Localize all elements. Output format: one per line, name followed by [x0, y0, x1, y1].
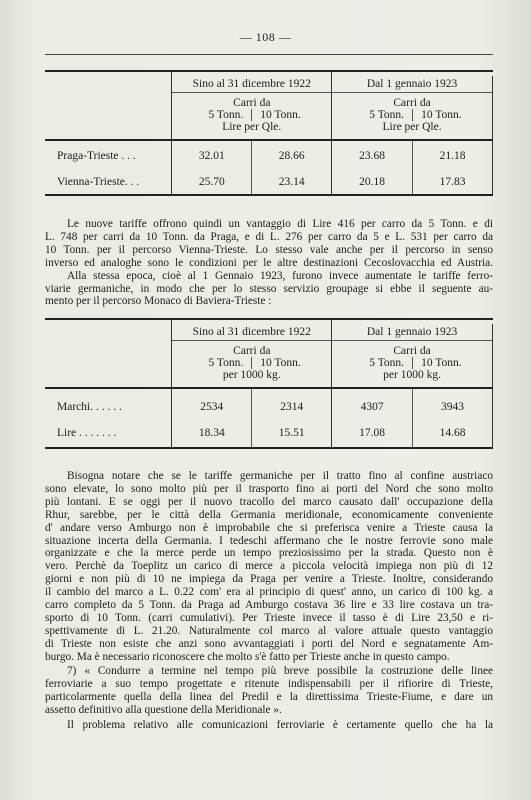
row-label: Marchi. . . . . . — [57, 401, 122, 413]
header-rule — [45, 54, 493, 55]
unit-label: per 1000 kg. — [332, 369, 493, 387]
paragraph-railway-problem — [45, 719, 493, 732]
text-line: 10 Tonn. per il percorso Vienna-Trieste. Lo stesso vale anche per il percorso in senso — [45, 243, 493, 256]
text-line: più lontani. E se oggi per il nuovo tracollo del marco causato dall' occupazione della — [45, 495, 493, 508]
text-line: di Trieste non esiste che anzi sono avvantaggiati i porti del Nord e segnatamente Am- — [45, 637, 493, 650]
page-number: — 108 — — [239, 30, 292, 44]
period-header-1923: Dal 1 gennaio 1923 — [332, 76, 493, 93]
text-line: viarie germaniche, in modo che per lo stesso servizio groupage si ebbe il seguente au- — [45, 282, 493, 295]
table-cell: 25.70 — [172, 162, 252, 195]
carri-da-label: Carri da — [172, 341, 332, 358]
text-line: vero. Perchè da Toeplitz un carico di merce a piccola velocità impiega non più di 12 — [45, 560, 493, 573]
table-cell: 21.18 — [413, 140, 493, 162]
paragraph-tariff-advantage — [45, 218, 493, 308]
text-line: Bisogna notare che se le tariffe germaniche per il tratto fino al confine austriaco — [67, 470, 493, 482]
unit-label: Lire per Qle. — [332, 121, 493, 139]
text-line: 7) « Condurre a termine nel tempo più breve possibile la costruzione delle linee — [67, 665, 493, 677]
table-cell: 4307 — [332, 388, 413, 413]
carri-da-label: Carri da — [332, 341, 493, 358]
table-cell: 15.51 — [252, 413, 332, 448]
text-line: L. 748 per carri da 10 Tonn. da Praga, e di L. 276 per carro da 5 e L. 531 per carro da — [45, 230, 493, 243]
text-line: il cambio del marco a L. 0.22 com' era al principio di quest' anno, un carico di 100 kg. a — [45, 586, 493, 599]
text-line: particolarmente quella della linea del Predil e la direttissima Trieste-Fiume, e dare un — [45, 690, 493, 703]
col-5-tonn: 5 Tonn. — [172, 109, 252, 121]
row-label: Praga-Trieste . . . — [57, 150, 136, 162]
text-line: ferroviarie a suo tempo progettate e ritenute indispensabili per il rifiorire di Trieste, — [45, 677, 493, 690]
carri-da-label: Carri da — [172, 93, 332, 110]
text-line: situazione incerta della Germania. I tedeschi affermano che le nostre ferrovie sono male — [45, 534, 493, 547]
col-10-tonn: 10 Tonn. — [413, 109, 493, 121]
col-5-tonn: 5 Tonn. — [332, 357, 413, 369]
row-label: Lire . . . . . . . — [57, 427, 117, 439]
table-cell: 18.34 — [172, 413, 252, 448]
table-cell: 32.01 — [172, 140, 252, 162]
period-header-1922: Sino al 31 dicembre 1922 — [172, 324, 332, 341]
paragraph-point-7 — [45, 665, 493, 717]
unit-label: per 1000 kg. — [172, 369, 332, 387]
period-header-1923: Dal 1 gennaio 1923 — [332, 324, 493, 341]
text-line: Rhur, sarebbe, per le città della Germania meridionale, economicamente conveniente — [45, 508, 493, 521]
col-5-tonn: 5 Tonn. — [172, 357, 252, 369]
table-cell: 3943 — [413, 388, 493, 413]
carri-da-label: Carri da — [332, 93, 493, 110]
text-line: organizzate e che la merce perde un tempo preziosissimo per la strada. Questo non è — [45, 547, 493, 560]
text-line: spettivamente di L. 21.20. Naturalmente col marco al valore attuale questo vantaggio — [45, 624, 493, 637]
table-cell: 17.08 — [332, 413, 413, 448]
text-line: carro completo da 5 Tonn. da Praga ad Amburgo costava 36 lire e 33 lire costava un tra- — [45, 599, 493, 612]
table-cell: 28.66 — [252, 140, 332, 162]
table-cell: 2534 — [172, 388, 252, 413]
col-10-tonn: 10 Tonn. — [413, 357, 493, 369]
text-line: burgo. Ma è necessario riconoscere che molto s'è fatto per Trieste anche in questo campo. — [45, 650, 450, 663]
text-line: d' andare verso Amburgo non è improbabile che si preferisca venire a Trieste causa la — [45, 521, 493, 534]
col-10-tonn: 10 Tonn. — [252, 357, 332, 369]
tariff-table-2 — [45, 318, 493, 449]
table-cell: 17.83 — [413, 162, 493, 195]
text-line: Il problema relativo alle comunicazioni ferroviarie è certamente quello che ha la — [67, 719, 493, 731]
text-line: Le nuove tariffe offrono quindi un vantaggio di Lire 416 per carro da 5 Tonn. e di — [67, 218, 493, 230]
text-line: Alla stessa epoca, cioè al 1 Gennaio 1923, furono invece aumentate le tariffe ferro- — [67, 269, 493, 282]
period-header-1922: Sino al 31 dicembre 1922 — [172, 76, 332, 93]
table-cell: 20.18 — [332, 162, 413, 195]
text-line: sono elevate, lo sono molto più per il trasporto fino ai porti del Nord che sono molto — [45, 482, 493, 495]
col-5-tonn: 5 Tonn. — [332, 109, 413, 121]
table-cell: 2314 — [252, 388, 332, 413]
table-cell: 14.68 — [413, 413, 493, 448]
text-line: inverso ed analoghe sono le condizioni per le altre destinazioni Cecoslovacchia ed Austria. — [45, 256, 493, 269]
table-cell: 23.14 — [252, 162, 332, 195]
tariff-table-1 — [45, 70, 493, 196]
text-line: sporto di 10 Tonn. (carri cumulativi). Per Trieste invece il tasso è di Lire 23,50 e ri- — [45, 611, 493, 624]
paragraph-german-tariffs — [45, 470, 493, 664]
text-line: giorni e non più di 10 ne impiega da Praga per venire a Trieste. Inoltre, considerando — [45, 573, 493, 586]
table-cell: 23.68 — [332, 140, 413, 162]
col-10-tonn: 10 Tonn. — [252, 109, 332, 121]
unit-label: Lire per Qle. — [172, 121, 332, 139]
text-line: assetto definitivo alla questione della Meridionale ». — [45, 703, 282, 716]
text-line: mento per il percorso Monaco di Baviera-Trieste : — [45, 295, 272, 308]
row-label: Vienna-Trieste. . . — [57, 176, 140, 188]
